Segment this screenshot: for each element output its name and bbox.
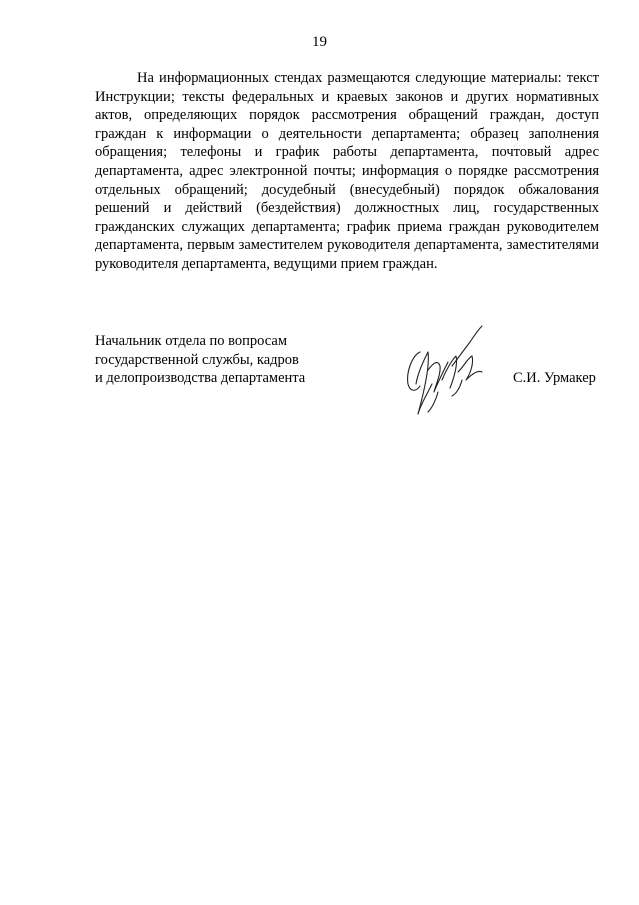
signer-position [95, 332, 355, 388]
handwritten-signature-icon [398, 322, 490, 422]
page-number: 19 [312, 34, 327, 50]
body-paragraph: На информационных стендах размещаются следующие материалы: текст Инструкции; тексты федеральных и краевых законов и других нормативных актов, определяющих порядок рассмотрения обращений граждан, доступ граждан к информации о деятельности департамента; образец заполнения обращения; телефоны и график работы департамента, почтовый адрес департамента, адрес электронной почты; информация о порядке рассмотрения отдельных обращений; досудебный (внесудебный) порядок обжалования решений и действий (бездействия) должностных лиц, государственных гражданских служащих департамента; график приема граждан руководителем департамента, первым заместителем руководителя департамента, заместителями руководителя департамента, ведущими прием граждан. [95, 70, 599, 272]
signer-position-line: Начальник отдела по вопросам [95, 333, 288, 349]
signer-name: С.И. Урмакер [513, 370, 596, 386]
signer-position-line: государственной службы, кадров [95, 351, 299, 368]
signer-position-line: и делопроизводства департамента [95, 370, 306, 387]
